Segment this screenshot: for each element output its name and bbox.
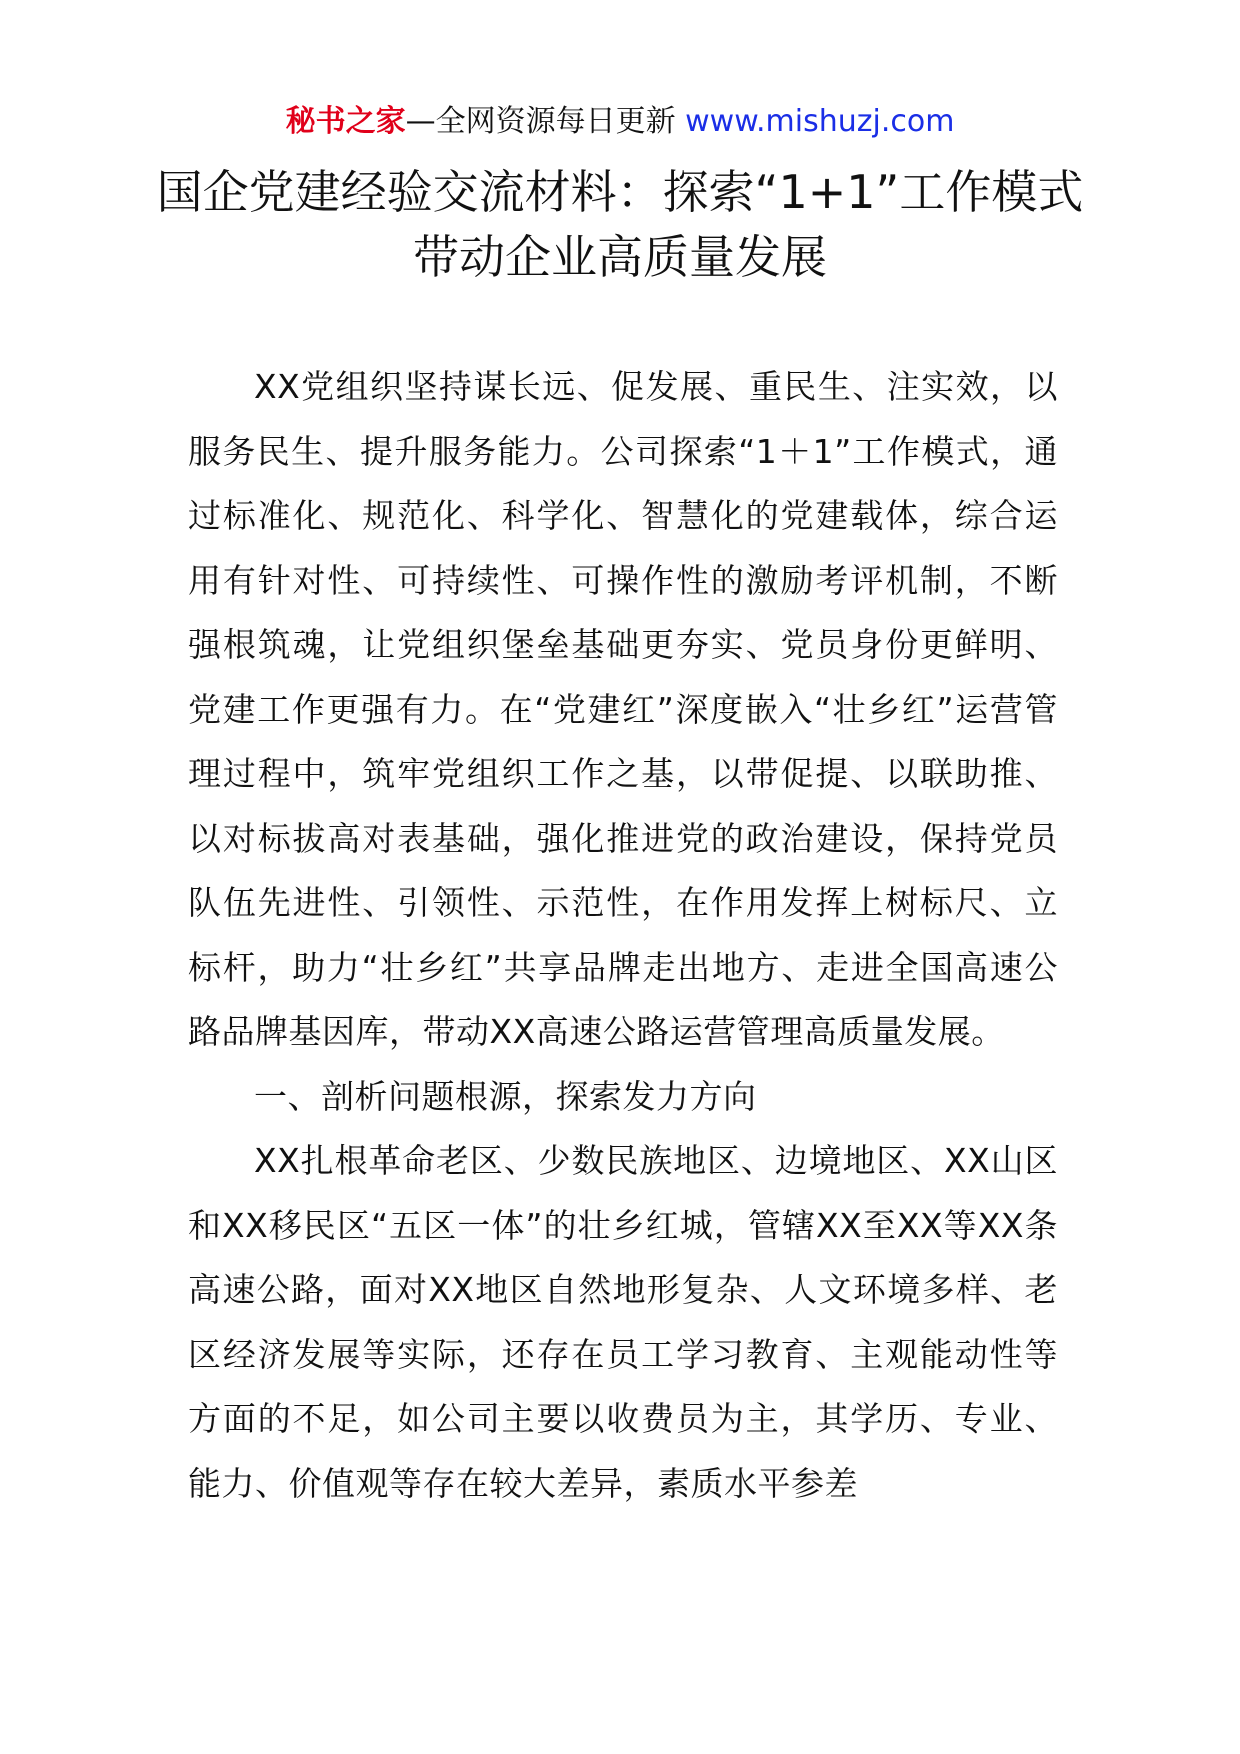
section-heading-1: 一、剖析问题根源，探索发力方向 [254,1076,757,1116]
site-header [0,100,1240,144]
document-title: 国企党建经验交流材料：探索“1+1”工作模式带动企业高质量发展 [156,165,1084,284]
site-url-link[interactable]: www.mishuzj.com [685,104,955,139]
brand-name: 秘书之家 [285,104,406,139]
paragraph-intro: XX党组织坚持谋长远、促发展、重民生、注实效，以服务民生、提升服务能力。公司探索“1＋1”工作模式，通过标准化、规范化、科学化、智慧化的党建载体，综合运用有针对性、可持续性、可操作性的激励考评机制，不断强根筑魂，让党组织堡垒基础更夯实、党员身份更鲜明、党建工作更强有力。在“党建红”深度嵌入“壮乡红”运营管理过程中，筑牢党组织工作之基，以带促提、以联助推、以对标拔高对表基础，强化推进党的政治建设，保持党员队伍先进性、引领性、示范性，在作用发挥上树标尺、立标杆，助力“壮乡红”共享品牌走出地方、走进全国高速公路品牌基因库，带动XX高速公路运营管理高质量发展。 [188,367,1058,1051]
document-body [188,355,1058,1516]
paragraph-section-1: XX扎根革命老区、少数民族地区、边境地区、XX山区和XX移民区“五区一体”的壮乡红城，管辖XX至XX等XX条高速公路，面对XX地区自然地形复杂、人文环境多样、老区经济发展等实际，还存在员工学习教育、主观能动性等方面的不足，如公司主要以收费员为主，其学历、专业、能力、价值观等存在较大差异，素质水平参差 [188,1141,1058,1503]
header-tagline: —全网资源每日更新 [405,104,676,139]
